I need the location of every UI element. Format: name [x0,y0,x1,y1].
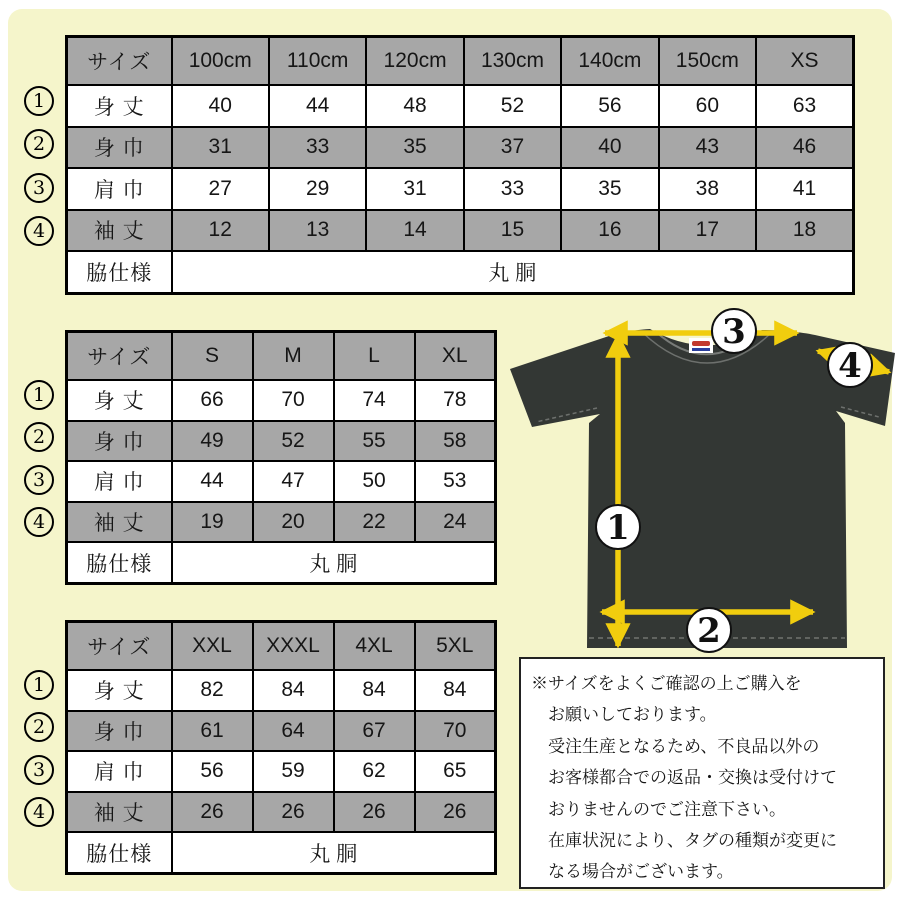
column-header: 110cm [269,37,366,86]
row-label: 身 巾 [67,421,172,462]
header-size-label: サイズ [67,622,172,671]
measurement-cell: 60 [659,85,756,127]
marker-3 [712,309,756,353]
measurement-cell: 22 [334,502,415,543]
side-spec-label: 脇仕様 [67,832,172,873]
row-number-circle: 1 [24,86,54,116]
column-header: XXL [172,622,253,671]
measurement-cell: 12 [172,210,269,252]
row-label: 肩 巾 [67,751,172,792]
marker-4-digit: 4 [838,346,862,386]
measurement-cell: 43 [659,127,756,169]
table-header-row [67,622,496,671]
row-label: 肩 巾 [67,461,172,502]
tshirt-diagram-svg [505,303,895,660]
row-label: 袖 丈 [67,792,172,833]
measurement-cell: 33 [464,168,561,210]
tshirt-measurement-diagram [505,303,895,660]
measurement-cell: 41 [756,168,853,210]
table-row [67,210,854,252]
column-header: 100cm [172,37,269,86]
measurement-cell: 16 [561,210,658,252]
table-footer-row [67,832,496,873]
row-label: 身 丈 [67,380,172,421]
note-line: 在庫状況により、タグの種類が変更に [548,831,837,851]
size-table-block-adult [32,330,497,585]
measurement-cell: 59 [253,751,334,792]
table-footer-row [67,251,854,293]
side-spec-label: 脇仕様 [67,251,172,293]
measurement-cell: 70 [253,380,334,421]
measurement-cell: 17 [659,210,756,252]
row-number-circle: 1 [24,380,54,410]
header-size-label: サイズ [67,332,172,381]
side-spec-value: 丸 胴 [172,832,496,873]
measurement-cell: 33 [269,127,366,169]
column-header: 5XL [415,622,496,671]
measurement-cell: 70 [415,711,496,752]
size-table-block-large [32,620,497,875]
row-number-circle: 4 [24,797,54,827]
column-header: 150cm [659,37,756,86]
row-label: 身 巾 [67,127,172,169]
size-table-kids [65,35,855,295]
row-number-circle: 3 [24,173,54,203]
measurement-cell: 64 [253,711,334,752]
row-label: 袖 丈 [67,502,172,543]
note-line: なる場合がございます。 [548,862,734,882]
measurement-cell: 74 [334,380,415,421]
measurement-cell: 46 [756,127,853,169]
measurement-cell: 35 [561,168,658,210]
column-header: 140cm [561,37,658,86]
size-table-large [65,620,497,875]
marker-2 [687,608,731,652]
measurement-cell: 82 [172,670,253,711]
measurement-cell: 47 [253,461,334,502]
table-row [67,168,854,210]
measurement-cell: 55 [334,421,415,462]
marker-2-digit: 2 [697,611,721,651]
row-label: 身 丈 [67,85,172,127]
note-line: おりませんのでご注意下さい。 [548,799,786,819]
note-line: お客様都合での返品・交換は受付けて [548,768,837,788]
column-header: XL [415,332,496,381]
note-line: お願いしております。 [548,705,717,725]
measurement-cell: 84 [415,670,496,711]
table-row [67,792,496,833]
measurement-cell: 84 [253,670,334,711]
measurement-cell: 65 [415,751,496,792]
row-label: 袖 丈 [67,210,172,252]
note-line: 受注生産となるため、不良品以外の [548,736,820,756]
column-header: 4XL [334,622,415,671]
table-row [67,751,496,792]
note-line: ※サイズをよくご確認の上ご購入を [531,674,802,693]
row-number-circle: 4 [24,216,54,246]
measurement-cell: 13 [269,210,366,252]
table-footer-row [67,542,496,583]
table-header-row [67,37,854,86]
header-size-label: サイズ [67,37,172,86]
row-number-circle: 4 [24,507,54,537]
row-label: 身 巾 [67,711,172,752]
measurement-cell: 62 [334,751,415,792]
brand-tag [689,338,713,353]
measurement-cell: 18 [756,210,853,252]
measurement-cell: 52 [253,421,334,462]
measurement-cell: 24 [415,502,496,543]
measurement-cell: 20 [253,502,334,543]
measurement-cell: 56 [561,85,658,127]
table-header-row [67,332,496,381]
table-row [67,711,496,752]
measurement-cell: 26 [253,792,334,833]
measurement-cell: 27 [172,168,269,210]
marker-1 [596,505,640,549]
row-number-circle: 3 [24,465,54,495]
row-label: 肩 巾 [67,168,172,210]
measurement-cell: 48 [366,85,463,127]
table-row [67,461,496,502]
side-spec-value: 丸 胴 [172,542,496,583]
row-label: 身 丈 [67,670,172,711]
side-spec-label: 脇仕様 [67,542,172,583]
row-number-circle: 1 [24,670,54,700]
column-header: XS [756,37,853,86]
column-header: 130cm [464,37,561,86]
measurement-cell: 56 [172,751,253,792]
size-table-adult [65,330,497,585]
column-header: 120cm [366,37,463,86]
row-number-circle: 2 [24,712,54,742]
row-number-circle: 2 [24,129,54,159]
measurement-cell: 14 [366,210,463,252]
row-number-circle: 3 [24,755,54,785]
measurement-cell: 53 [415,461,496,502]
purchase-note-box [519,657,885,889]
measurement-cell: 58 [415,421,496,462]
table-row [67,502,496,543]
table-row [67,380,496,421]
side-spec-value: 丸 胴 [172,251,854,293]
measurement-cell: 26 [172,792,253,833]
marker-1-digit: 1 [606,508,630,548]
marker-4 [828,343,872,387]
measurement-cell: 66 [172,380,253,421]
measurement-cell: 31 [172,127,269,169]
table-row [67,670,496,711]
measurement-cell: 44 [269,85,366,127]
measurement-cell: 35 [366,127,463,169]
measurement-cell: 40 [561,127,658,169]
measurement-cell: 26 [415,792,496,833]
column-header: XXXL [253,622,334,671]
marker-3-digit: 3 [722,312,746,352]
measurement-cell: 49 [172,421,253,462]
measurement-cell: 40 [172,85,269,127]
measurement-cell: 38 [659,168,756,210]
measurement-cell: 50 [334,461,415,502]
measurement-cell: 63 [756,85,853,127]
column-header: M [253,332,334,381]
measurement-cell: 15 [464,210,561,252]
measurement-cell: 84 [334,670,415,711]
measurement-cell: 78 [415,380,496,421]
measurement-cell: 67 [334,711,415,752]
column-header: L [334,332,415,381]
measurement-cell: 19 [172,502,253,543]
measurement-cell: 44 [172,461,253,502]
measurement-cell: 26 [334,792,415,833]
measurement-cell: 52 [464,85,561,127]
table-row [67,421,496,462]
measurement-cell: 61 [172,711,253,752]
size-table-block-kids [32,35,855,295]
column-header: S [172,332,253,381]
measurement-cell: 29 [269,168,366,210]
table-row [67,127,854,169]
measurement-cell: 31 [366,168,463,210]
row-number-circle: 2 [24,422,54,452]
table-row [67,85,854,127]
measurement-cell: 37 [464,127,561,169]
